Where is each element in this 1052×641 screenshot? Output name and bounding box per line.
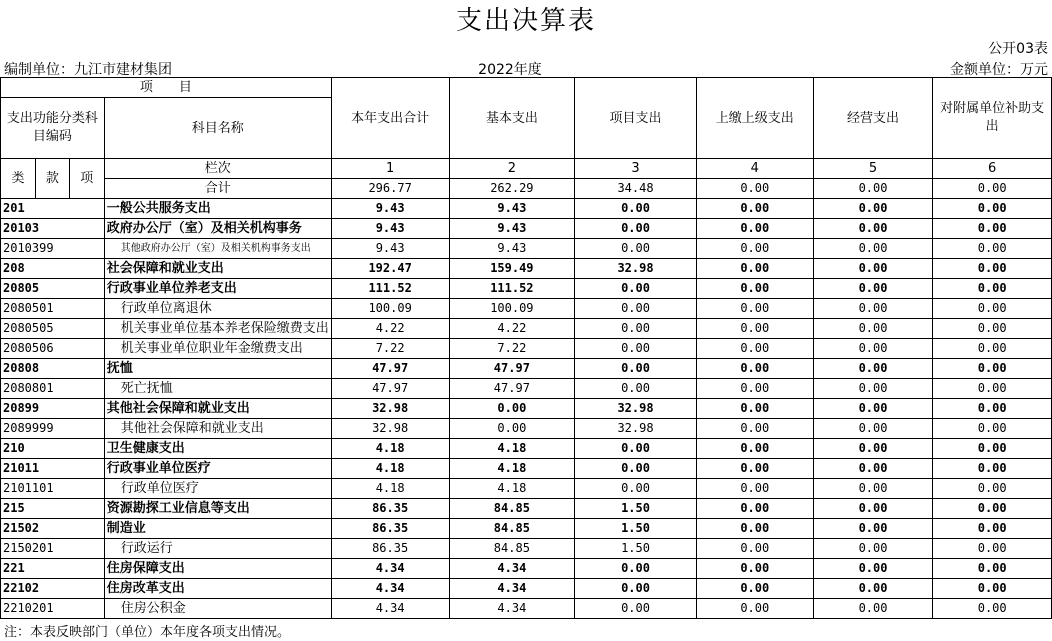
- row-value: 0.00: [813, 239, 933, 259]
- row-value: 4.34: [331, 559, 449, 579]
- row-code: 208: [1, 259, 105, 279]
- row-value: 0.00: [813, 359, 933, 379]
- row-value: 47.97: [449, 359, 575, 379]
- row-value: 7.22: [449, 339, 575, 359]
- row-value: 0.00: [696, 399, 813, 419]
- table-row: [1, 559, 1052, 579]
- row-value: 4.18: [449, 479, 575, 499]
- row-value: 0.00: [813, 219, 933, 239]
- row-value: 0.00: [575, 279, 697, 299]
- table-row: [1, 419, 1052, 439]
- row-name: 资源勘探工业信息等支出: [104, 499, 331, 519]
- row-value: 111.52: [331, 279, 449, 299]
- col-total-header: 本年支出合计: [331, 78, 449, 159]
- total-label: 合计: [104, 179, 331, 199]
- row-value: 0.00: [933, 579, 1052, 599]
- row-value: 9.43: [449, 199, 575, 219]
- table-row: [1, 199, 1052, 219]
- row-value: 0.00: [813, 259, 933, 279]
- row-value: 0.00: [696, 239, 813, 259]
- row-code: 20899: [1, 399, 105, 419]
- total-value: 0.00: [813, 179, 933, 199]
- row-code: 20103: [1, 219, 105, 239]
- col-index-2: 2: [449, 159, 575, 179]
- project-header: 项 目: [1, 78, 332, 98]
- table-row: [1, 459, 1052, 479]
- table-row: [1, 579, 1052, 599]
- row-value: 0.00: [696, 299, 813, 319]
- row-value: 4.22: [331, 319, 449, 339]
- table-row: [1, 439, 1052, 459]
- row-name: 行政单位医疗: [104, 479, 331, 499]
- row-value: 0.00: [813, 579, 933, 599]
- row-value: 1.50: [575, 499, 697, 519]
- row-value: 32.98: [575, 259, 697, 279]
- row-value: 86.35: [331, 499, 449, 519]
- row-code: 20808: [1, 359, 105, 379]
- row-value: 84.85: [449, 499, 575, 519]
- col-index-6: 6: [933, 159, 1052, 179]
- row-value: 4.34: [449, 559, 575, 579]
- row-value: 32.98: [575, 419, 697, 439]
- row-value: 84.85: [449, 539, 575, 559]
- col-index-1: 1: [331, 159, 449, 179]
- row-value: 4.18: [449, 439, 575, 459]
- row-code: 2080501: [1, 299, 105, 319]
- lanci-label: 栏次: [104, 159, 331, 179]
- row-code: 2080506: [1, 339, 105, 359]
- table-row: [1, 599, 1052, 619]
- col-index-3: 3: [575, 159, 697, 179]
- col-basic-header: 基本支出: [449, 78, 575, 159]
- row-value: 0.00: [813, 399, 933, 419]
- total-value: 262.29: [449, 179, 575, 199]
- row-value: 0.00: [696, 499, 813, 519]
- row-value: 0.00: [696, 439, 813, 459]
- name-header: 科目名称: [104, 98, 331, 159]
- table-row: [1, 359, 1052, 379]
- total-value: 0.00: [933, 179, 1052, 199]
- row-value: 0.00: [696, 479, 813, 499]
- row-value: 0.00: [933, 439, 1052, 459]
- table-row: [1, 479, 1052, 499]
- row-value: 0.00: [933, 219, 1052, 239]
- row-value: 0.00: [575, 579, 697, 599]
- row-value: 0.00: [696, 199, 813, 219]
- row-name: 社会保障和就业支出: [104, 259, 331, 279]
- row-value: 4.22: [449, 319, 575, 339]
- row-code: 201: [1, 199, 105, 219]
- table-row: [1, 219, 1052, 239]
- row-value: 0.00: [575, 559, 697, 579]
- row-value: 0.00: [575, 359, 697, 379]
- row-value: 86.35: [331, 539, 449, 559]
- row-value: 0.00: [696, 219, 813, 239]
- row-code: 2101101: [1, 479, 105, 499]
- kuan-header: 款: [35, 159, 69, 199]
- row-value: 0.00: [813, 479, 933, 499]
- row-name: 死亡抚恤: [104, 379, 331, 399]
- money-unit: 金额单位：万元: [950, 62, 1048, 78]
- row-value: 32.98: [575, 399, 697, 419]
- row-value: 0.00: [696, 259, 813, 279]
- row-value: 0.00: [813, 559, 933, 579]
- row-value: 0.00: [933, 239, 1052, 259]
- table-row: [1, 499, 1052, 519]
- row-value: 0.00: [813, 299, 933, 319]
- row-value: 0.00: [933, 299, 1052, 319]
- row-value: 0.00: [696, 379, 813, 399]
- table-row: [1, 399, 1052, 419]
- row-value: 0.00: [696, 319, 813, 339]
- row-value: 0.00: [449, 399, 575, 419]
- row-value: 0.00: [696, 279, 813, 299]
- col-subsidy-header: 对附属单位补助支出: [933, 78, 1052, 159]
- row-value: 0.00: [449, 419, 575, 439]
- row-value: 0.00: [933, 519, 1052, 539]
- row-value: 0.00: [575, 199, 697, 219]
- row-value: 32.98: [331, 419, 449, 439]
- row-value: 1.50: [575, 539, 697, 559]
- row-value: 0.00: [696, 579, 813, 599]
- row-code: 21011: [1, 459, 105, 479]
- row-value: 1.50: [575, 519, 697, 539]
- row-value: 0.00: [933, 559, 1052, 579]
- row-value: 9.43: [449, 219, 575, 239]
- row-name: 机关事业单位职业年金缴费支出: [104, 339, 331, 359]
- row-name: 其他政府办公厅（室）及相关机构事务支出: [104, 239, 331, 259]
- form-number: 公开03表: [988, 41, 1048, 57]
- lei-header: 类: [1, 159, 36, 199]
- row-value: 0.00: [696, 359, 813, 379]
- row-value: 9.43: [449, 239, 575, 259]
- col-business-header: 经营支出: [813, 78, 933, 159]
- row-code: 2150201: [1, 539, 105, 559]
- row-value: 0.00: [933, 379, 1052, 399]
- row-value: 47.97: [331, 379, 449, 399]
- row-value: 0.00: [813, 319, 933, 339]
- row-value: 0.00: [696, 539, 813, 559]
- table-row: [1, 339, 1052, 359]
- col-upper-header: 上缴上级支出: [696, 78, 813, 159]
- footnote: 注：本表反映部门（单位）本年度各项支出情况。: [4, 625, 291, 640]
- row-value: 9.43: [331, 219, 449, 239]
- reporting-unit: 编制单位：九江市建材集团: [4, 62, 172, 78]
- row-value: 0.00: [575, 599, 697, 619]
- row-value: 0.00: [813, 199, 933, 219]
- row-name: 其他社会保障和就业支出: [104, 399, 331, 419]
- row-value: 84.85: [449, 519, 575, 539]
- row-value: 32.98: [331, 399, 449, 419]
- row-value: 0.00: [933, 319, 1052, 339]
- row-value: 0.00: [933, 459, 1052, 479]
- row-value: 159.49: [449, 259, 575, 279]
- row-name: 机关事业单位基本养老保险缴费支出: [104, 319, 331, 339]
- row-value: 0.00: [696, 599, 813, 619]
- row-code: 2010399: [1, 239, 105, 259]
- row-value: 0.00: [575, 459, 697, 479]
- row-value: 0.00: [575, 439, 697, 459]
- row-value: 0.00: [575, 219, 697, 239]
- page-title: 支出决算表: [455, 6, 596, 36]
- table-row: [1, 319, 1052, 339]
- row-code: 20805: [1, 279, 105, 299]
- row-value: 4.34: [331, 579, 449, 599]
- row-name: 抚恤: [104, 359, 331, 379]
- row-name: 行政事业单位养老支出: [104, 279, 331, 299]
- row-value: 9.43: [331, 239, 449, 259]
- row-value: 4.18: [331, 439, 449, 459]
- row-value: 4.18: [449, 459, 575, 479]
- row-code: 221: [1, 559, 105, 579]
- row-name: 住房保障支出: [104, 559, 331, 579]
- row-code: 210: [1, 439, 105, 459]
- row-value: 0.00: [575, 299, 697, 319]
- table-body: [1, 199, 1052, 619]
- table-row: [1, 539, 1052, 559]
- row-value: 0.00: [933, 279, 1052, 299]
- row-value: 0.00: [696, 419, 813, 439]
- row-code: 2080505: [1, 319, 105, 339]
- row-value: 0.00: [575, 239, 697, 259]
- row-code: 2210201: [1, 599, 105, 619]
- row-value: 4.18: [331, 459, 449, 479]
- row-value: 0.00: [575, 379, 697, 399]
- row-value: 111.52: [449, 279, 575, 299]
- row-name: 卫生健康支出: [104, 439, 331, 459]
- row-value: 4.34: [449, 579, 575, 599]
- table-row: [1, 259, 1052, 279]
- row-name: 行政单位离退休: [104, 299, 331, 319]
- row-value: 4.18: [331, 479, 449, 499]
- row-value: 0.00: [813, 499, 933, 519]
- col-index-5: 5: [813, 159, 933, 179]
- total-value: 296.77: [331, 179, 449, 199]
- col-project-header: 项目支出: [575, 78, 697, 159]
- row-value: 0.00: [933, 359, 1052, 379]
- row-name: 住房改革支出: [104, 579, 331, 599]
- row-value: 47.97: [449, 379, 575, 399]
- row-value: 0.00: [933, 599, 1052, 619]
- code-header: 支出功能分类科目编码: [1, 98, 105, 159]
- row-value: 0.00: [696, 339, 813, 359]
- row-name: 一般公共服务支出: [104, 199, 331, 219]
- table-row: [1, 239, 1052, 259]
- row-value: 0.00: [813, 539, 933, 559]
- row-name: 行政运行: [104, 539, 331, 559]
- row-value: 0.00: [575, 319, 697, 339]
- row-value: 4.34: [449, 599, 575, 619]
- row-code: 2080801: [1, 379, 105, 399]
- row-value: 86.35: [331, 519, 449, 539]
- row-value: 0.00: [813, 279, 933, 299]
- row-value: 0.00: [575, 479, 697, 499]
- row-code: 215: [1, 499, 105, 519]
- row-value: 0.00: [696, 459, 813, 479]
- col-index-4: 4: [696, 159, 813, 179]
- row-value: 0.00: [933, 199, 1052, 219]
- row-name: 其他社会保障和就业支出: [104, 419, 331, 439]
- row-value: 0.00: [813, 439, 933, 459]
- row-value: 0.00: [696, 559, 813, 579]
- total-value: 34.48: [575, 179, 697, 199]
- table-row: [1, 519, 1052, 539]
- row-value: 47.97: [331, 359, 449, 379]
- row-value: 0.00: [813, 339, 933, 359]
- row-name: 行政事业单位医疗: [104, 459, 331, 479]
- row-value: 0.00: [933, 479, 1052, 499]
- table-row: [1, 299, 1052, 319]
- row-value: 9.43: [331, 199, 449, 219]
- row-value: 0.00: [813, 459, 933, 479]
- row-value: 4.34: [331, 599, 449, 619]
- row-code: 22102: [1, 579, 105, 599]
- row-value: 0.00: [813, 599, 933, 619]
- table-header: [1, 78, 1052, 199]
- row-value: 0.00: [933, 499, 1052, 519]
- row-value: 0.00: [813, 519, 933, 539]
- row-code: 21502: [1, 519, 105, 539]
- row-code: 2089999: [1, 419, 105, 439]
- fiscal-year: 2022年度: [478, 62, 542, 78]
- row-value: 0.00: [933, 419, 1052, 439]
- row-value: 7.22: [331, 339, 449, 359]
- row-value: 100.09: [449, 299, 575, 319]
- row-value: 0.00: [813, 419, 933, 439]
- row-value: 0.00: [813, 379, 933, 399]
- table-row: [1, 279, 1052, 299]
- row-name: 住房公积金: [104, 599, 331, 619]
- row-name: 政府办公厅（室）及相关机构事务: [104, 219, 331, 239]
- row-value: 0.00: [575, 339, 697, 359]
- row-value: 0.00: [933, 259, 1052, 279]
- expenditure-table: [0, 77, 1052, 619]
- row-value: 0.00: [933, 399, 1052, 419]
- total-value: 0.00: [696, 179, 813, 199]
- row-name: 制造业: [104, 519, 331, 539]
- row-value: 192.47: [331, 259, 449, 279]
- row-value: 0.00: [933, 339, 1052, 359]
- row-value: 0.00: [933, 539, 1052, 559]
- xiang-header: 项: [69, 159, 104, 199]
- row-value: 0.00: [696, 519, 813, 539]
- row-value: 100.09: [331, 299, 449, 319]
- table-row: [1, 379, 1052, 399]
